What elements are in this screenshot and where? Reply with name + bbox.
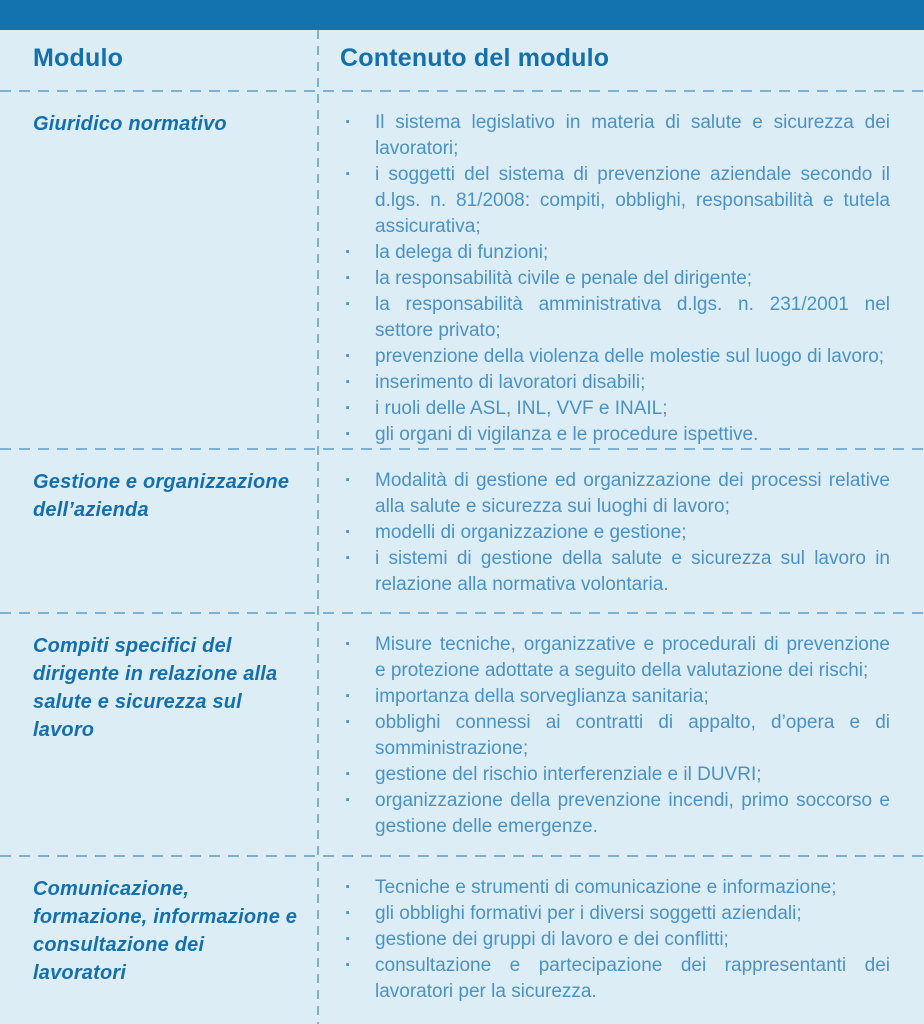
bullet-icon: · bbox=[345, 424, 352, 445]
item-text: gli organi di vigilanza e le procedure ispettive. bbox=[375, 424, 759, 445]
item-text: gestione del rischio interferenziale e il DUVRI; bbox=[375, 764, 762, 785]
column-divider-dashed bbox=[317, 30, 319, 1024]
item-text: importanza della sorveglianza sanitaria; bbox=[375, 686, 709, 707]
bullet-icon: · bbox=[345, 929, 352, 950]
content-cell bbox=[318, 92, 924, 448]
bullet-icon: · bbox=[345, 634, 352, 655]
list-item bbox=[345, 632, 890, 684]
list-item bbox=[345, 953, 890, 1005]
list-item bbox=[345, 422, 890, 448]
list-item bbox=[345, 370, 890, 396]
list-item bbox=[345, 292, 890, 344]
list-item bbox=[345, 901, 890, 927]
item-text: Tecniche e strumenti di comunicazione e informazione; bbox=[375, 877, 837, 898]
list-item bbox=[345, 396, 890, 422]
item-text: i sistemi di gestione della salute e sicurezza sul lavoro in relazione alla normativa volontaria. bbox=[375, 548, 890, 595]
bullet-icon: · bbox=[345, 398, 352, 419]
item-text: i ruoli delle ASL, INL, VVF e INAIL; bbox=[375, 398, 668, 419]
header-cell-content bbox=[318, 30, 924, 90]
bullet-icon: · bbox=[345, 903, 352, 924]
column-header-module: Modulo bbox=[33, 44, 124, 72]
table-row bbox=[0, 450, 924, 612]
bullet-icon: · bbox=[345, 686, 352, 707]
table-header-row bbox=[0, 30, 924, 90]
item-text: gli obblighi formativi per i diversi soggetti aziendali; bbox=[375, 903, 802, 924]
list-item bbox=[345, 266, 890, 292]
content-cell bbox=[318, 857, 924, 1020]
bullet-icon: · bbox=[345, 522, 352, 543]
content-cell bbox=[318, 450, 924, 612]
list-item bbox=[345, 927, 890, 953]
module-cell bbox=[0, 450, 318, 612]
list-item bbox=[345, 520, 890, 546]
list-item bbox=[345, 162, 890, 240]
table-row bbox=[0, 614, 924, 855]
content-list bbox=[345, 468, 890, 598]
bullet-icon: · bbox=[345, 548, 352, 569]
module-title: Gestione e organizzazione dell’azienda bbox=[33, 471, 290, 521]
content-list bbox=[345, 875, 890, 1005]
content-list bbox=[345, 632, 890, 840]
bullet-icon: · bbox=[345, 764, 352, 785]
list-item bbox=[345, 684, 890, 710]
list-item bbox=[345, 344, 890, 370]
list-item bbox=[345, 468, 890, 520]
module-title: Giuridico normativo bbox=[33, 113, 227, 135]
bullet-icon: · bbox=[345, 470, 352, 491]
bullet-icon: · bbox=[345, 372, 352, 393]
item-text: la responsabilità amministrativa d.lgs. n. 231/2001 nel settore privato; bbox=[375, 294, 890, 341]
item-text: la responsabilità civile e penale del dirigente; bbox=[375, 268, 753, 289]
list-item bbox=[345, 110, 890, 162]
item-text: modelli di organizzazione e gestione; bbox=[375, 522, 687, 543]
content-cell bbox=[318, 614, 924, 855]
module-cell bbox=[0, 857, 318, 1020]
module-title: Compiti specifici del dirigente in relazione alla salute e sicurezza sul lavoro bbox=[33, 635, 278, 741]
item-text: Il sistema legislativo in materia di salute e sicurezza dei lavoratori; bbox=[375, 112, 890, 159]
table-row bbox=[0, 857, 924, 1020]
module-cell bbox=[0, 92, 318, 448]
list-item bbox=[345, 710, 890, 762]
list-item bbox=[345, 788, 890, 840]
module-title: Comunicazione, formazione, informazione e consultazione dei lavoratori bbox=[33, 878, 298, 984]
bullet-icon: · bbox=[345, 164, 352, 185]
table-row bbox=[0, 92, 924, 448]
top-accent-bar bbox=[0, 0, 924, 30]
item-text: Misure tecniche, organizzative e procedurali di prevenzione e protezione adottate a seguito della valutazione dei rischi; bbox=[375, 634, 890, 681]
item-text: la delega di funzioni; bbox=[375, 242, 549, 263]
module-cell bbox=[0, 614, 318, 855]
bullet-icon: · bbox=[345, 112, 352, 133]
item-text: Modalità di gestione ed organizzazione dei processi relative alla salute e sicurezza sui luoghi di lavoro; bbox=[375, 470, 890, 517]
bullet-icon: · bbox=[345, 294, 352, 315]
content-list bbox=[345, 110, 890, 448]
bullet-icon: · bbox=[345, 268, 352, 289]
item-text: organizzazione della prevenzione incendi, primo soccorso e gestione delle emergenze. bbox=[375, 790, 890, 837]
item-text: inserimento di lavoratori disabili; bbox=[375, 372, 646, 393]
bullet-icon: · bbox=[345, 712, 352, 733]
item-text: prevenzione della violenza delle molestie sul luogo di lavoro; bbox=[375, 346, 885, 367]
header-cell-module bbox=[0, 30, 318, 90]
bullet-icon: · bbox=[345, 790, 352, 811]
bullet-icon: · bbox=[345, 242, 352, 263]
item-text: i soggetti del sistema di prevenzione aziendale secondo il d.lgs. n. 81/2008: compiti, obblighi, responsabilità e tutela assicurativa; bbox=[375, 164, 890, 237]
list-item bbox=[345, 546, 890, 598]
column-header-content: Contenuto del modulo bbox=[340, 44, 610, 72]
bullet-icon: · bbox=[345, 877, 352, 898]
bullet-icon: · bbox=[345, 346, 352, 367]
item-text: obblighi connessi ai contratti di appalto, d’opera e di somministrazione; bbox=[375, 712, 890, 759]
bullet-icon: · bbox=[345, 955, 352, 976]
list-item bbox=[345, 762, 890, 788]
item-text: consultazione e partecipazione dei rappresentanti dei lavoratori per la sicurezza. bbox=[375, 955, 890, 1002]
item-text: gestione dei gruppi di lavoro e dei conflitti; bbox=[375, 929, 729, 950]
list-item bbox=[345, 875, 890, 901]
list-item bbox=[345, 240, 890, 266]
